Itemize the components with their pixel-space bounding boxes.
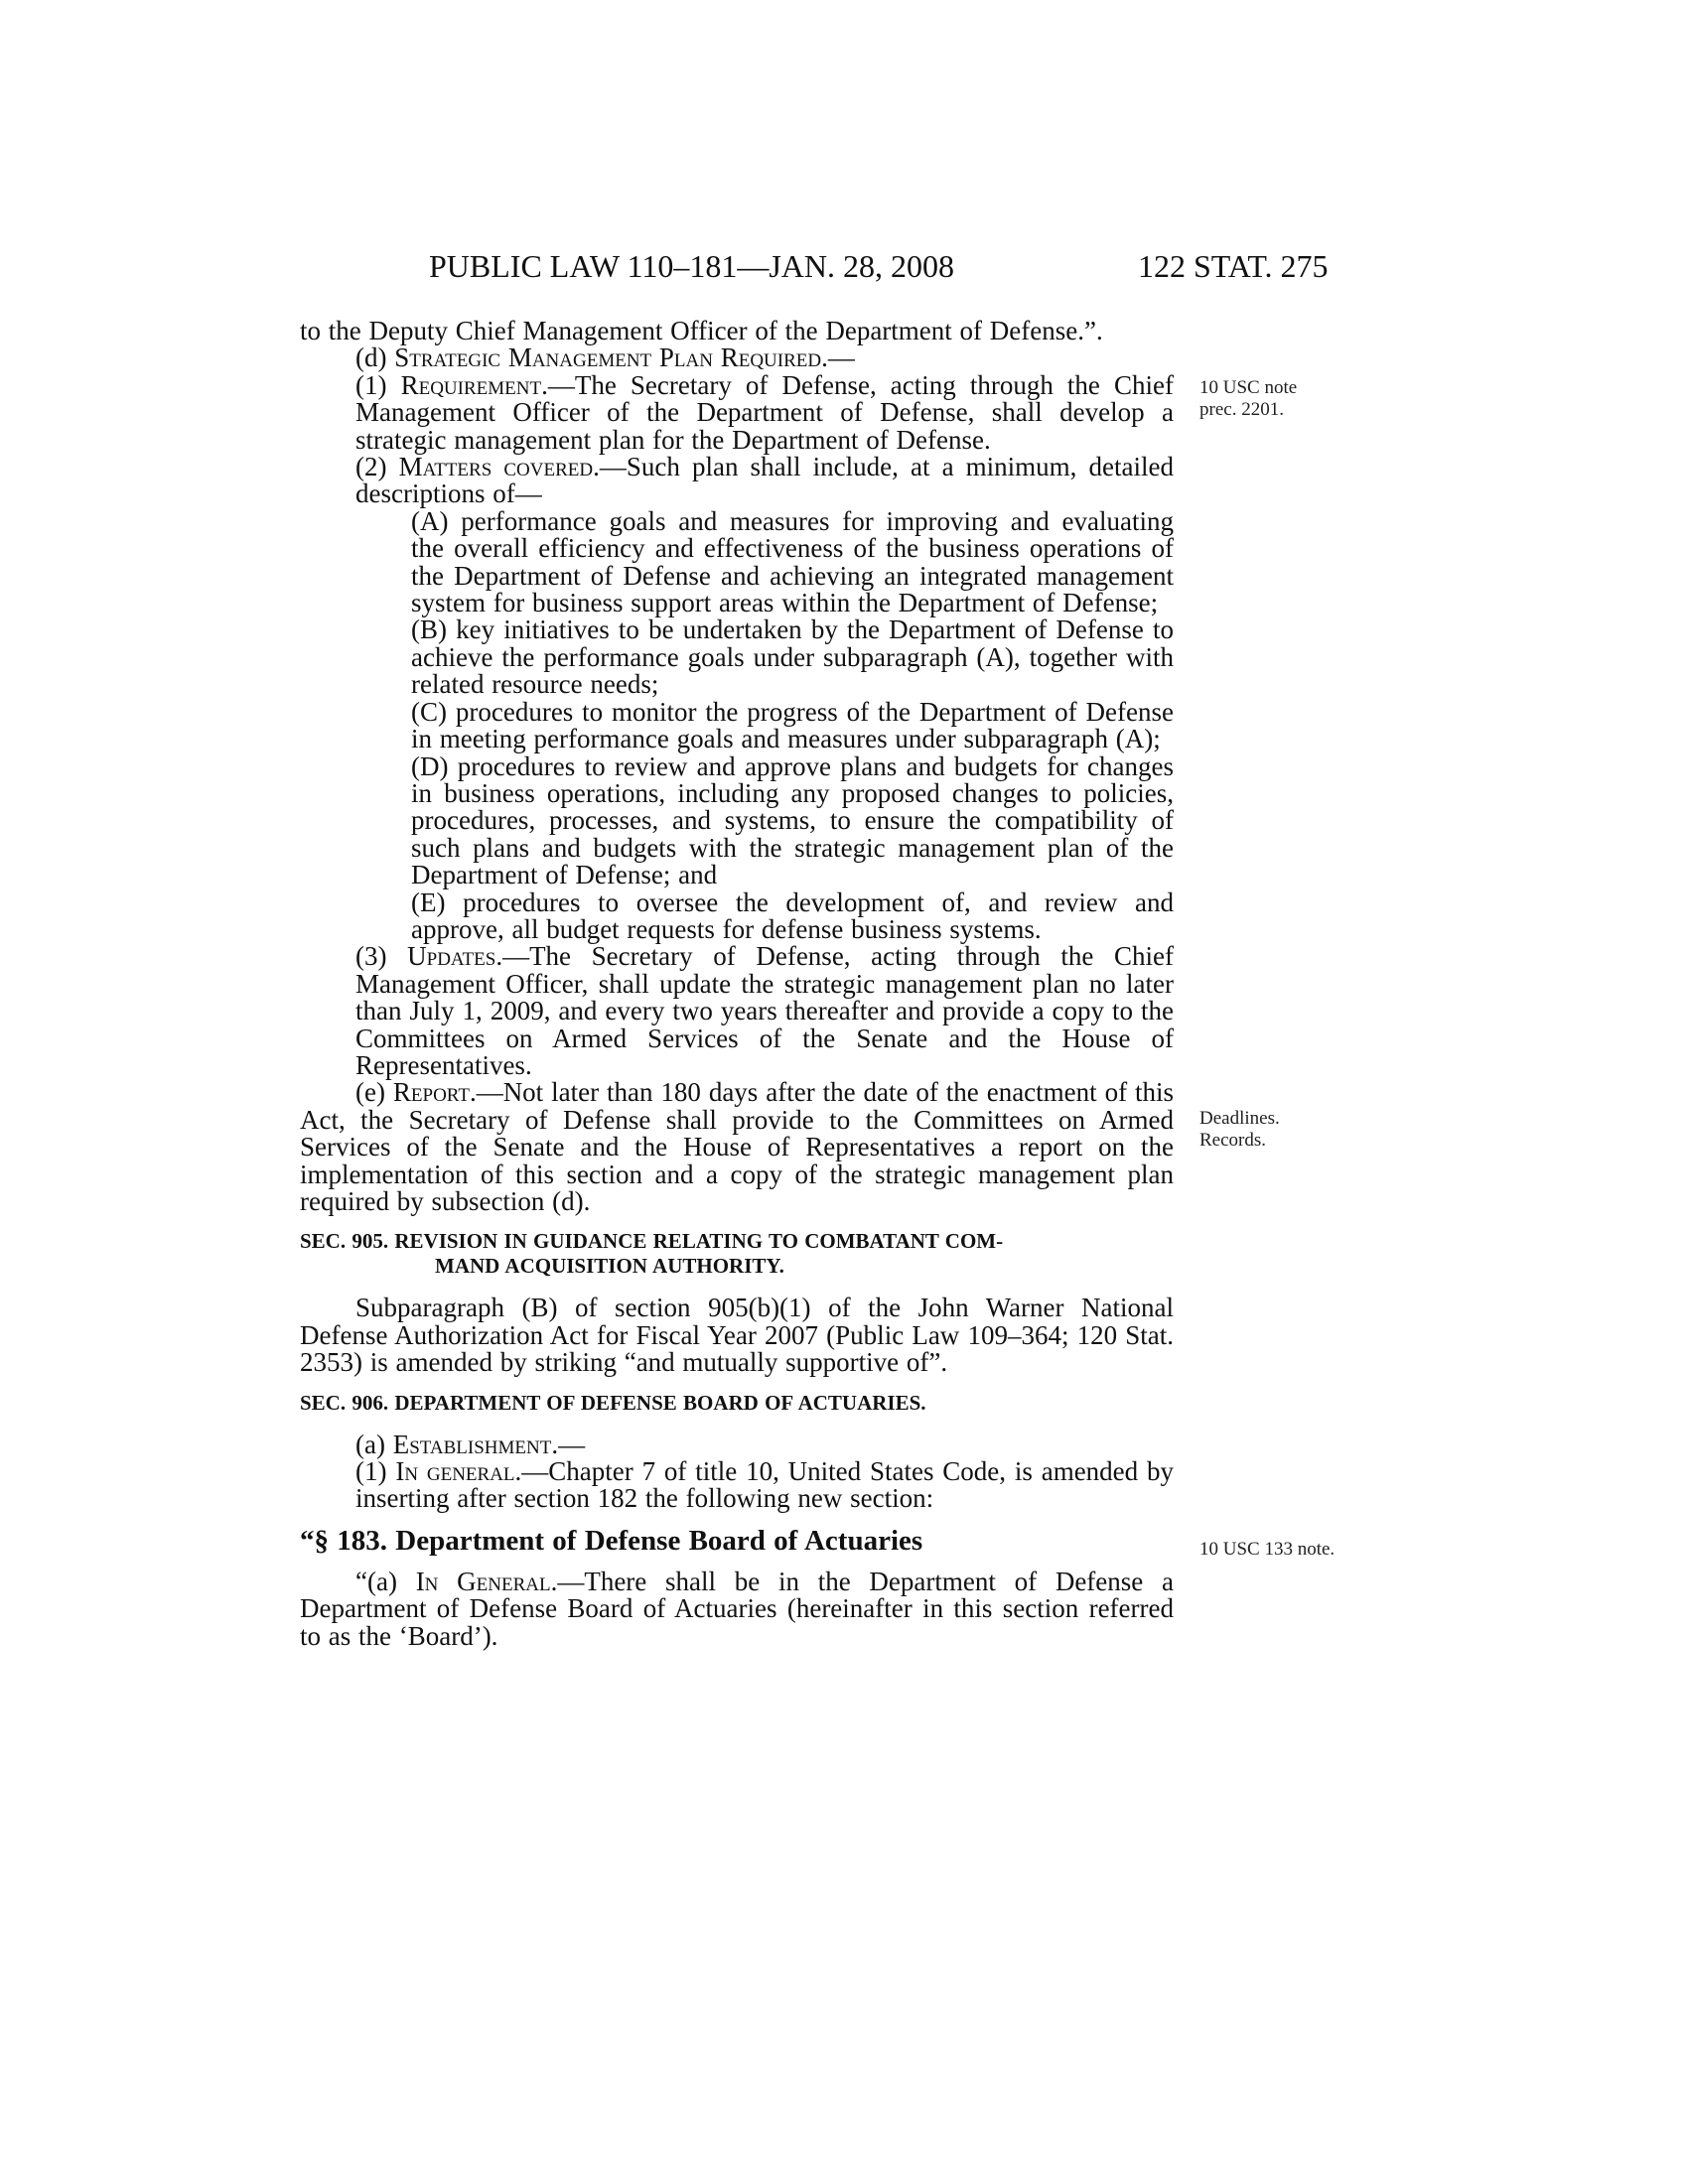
paragraph-text: .—Not later than 180 days after the date of the enactment of this Act, the Secretary of Defense shall provide to the Committees on Armed Services of the Senate and the House of Representatives a report on the implementation of this section and a copy of the strategic management plan required by subsection (d). xyxy=(300,1077,1174,1216)
heading-dash: .— xyxy=(821,342,855,373)
paragraph-heading: In general xyxy=(395,1456,515,1487)
section-906-subsection-a xyxy=(300,1429,1174,1459)
item-c: (C) procedures to monitor the progress of the Department of Defense in meeting performance goals and measures under subparagraph (A); xyxy=(411,696,1174,754)
paragraph-label: (1) xyxy=(355,1456,396,1487)
section-906-paragraph-1 xyxy=(300,1458,1174,1513)
margin-note-usc-2201 xyxy=(1199,377,1297,421)
section-905-text: Subparagraph (B) of section 905(b)(1) of the John Warner National Defense Authorization Act for Fiscal Year 2007 (Public Law 109–364; 120 Stat. 2353) is amended by striking “and mutually supportive of”. xyxy=(300,1293,1174,1378)
paragraph-heading: Updates xyxy=(407,941,496,972)
margin-note-line: Records. xyxy=(1199,1130,1267,1151)
subsection-e xyxy=(300,1079,1174,1215)
section-183-subsection-a xyxy=(300,1566,1174,1651)
item-e: (E) procedures to oversee the development of, and review and approve, all budget requests for defense business systems. xyxy=(411,887,1174,944)
subsection-label: (d) xyxy=(355,342,395,373)
body-text xyxy=(300,318,1174,1650)
paragraph-text: .—The Secretary of Defense, acting through the Chief Management Officer, shall update the strategic management plan no later than July 1, 2009, and every two years thereafter and provide a copy to the Committees on Armed Services of the Senate and the House of Representatives. xyxy=(355,941,1175,1080)
item-a: (A) performance goals and measures for improving and evaluating the overall efficiency and effectiveness of the business operations of the Department of Defense and achieving an integrated management system for business support areas within the Department of Defense; xyxy=(411,505,1174,618)
margin-note-line: Deadlines. xyxy=(1199,1108,1280,1129)
paragraph-text: .—The Secretary of Defense, acting through the Chief Management Officer of the Department of Defense, shall develop a strategic management plan for the Department of Defense. xyxy=(355,369,1174,455)
paragraph-d1 xyxy=(300,369,1174,455)
section-heading-line: SEC. 905. REVISION IN GUIDANCE RELATING TO COMBATANT COM- xyxy=(300,1229,1004,1254)
paragraph-heading: Matters covered xyxy=(398,452,594,482)
paragraph-heading: Requirement xyxy=(400,369,542,400)
subsection-heading: Strategic Management Plan Required xyxy=(394,342,822,373)
subsection-label: (a) xyxy=(355,1429,393,1459)
running-header-title: PUBLIC LAW 110–181—JAN. 28, 2008 xyxy=(429,248,954,284)
margin-note-line: 10 USC note xyxy=(1199,377,1298,398)
paragraph-text: .—Such plan shall include, at a minimum, detailed descriptions of— xyxy=(355,452,1174,509)
subsection-heading: Report xyxy=(392,1077,470,1108)
item-b: (B) key initiatives to be undertaken by the Department of Defense to achieve the performance goals under subparagraph (A), together with related resource needs; xyxy=(411,614,1174,700)
subsection-label: “(a) xyxy=(355,1566,416,1596)
section-905-heading xyxy=(300,1229,1174,1279)
paragraph-d2 xyxy=(300,454,1174,508)
margin-note-usc-133: 10 USC 133 note. xyxy=(1199,1539,1336,1560)
item-d: (D) procedures to review and approve plans and budgets for changes in business operations, including any proposed changes to policies, procedures, processes, and systems, to ensure the compatibility of such plans and budgets with the strategic management plan of the Department of Defense; and xyxy=(411,751,1174,890)
subsection-heading: Establishment xyxy=(392,1429,552,1459)
paragraph-label: (2) xyxy=(355,452,399,482)
margin-note-line: prec. 2201. xyxy=(1199,399,1284,420)
heading-dash: .— xyxy=(551,1429,586,1459)
paragraph-label: (3) xyxy=(355,941,408,972)
paragraph-text: .—There shall be in the Department of Defense a Department of Defense Board of Actuaries (hereinafter in this section referred to as the ‘Board’). xyxy=(300,1566,1174,1651)
section-heading-line: MAND ACQUISITION AUTHORITY. xyxy=(435,1254,784,1279)
section-906-heading: SEC. 906. DEPARTMENT OF DEFENSE BOARD OF ACTUARIES. xyxy=(300,1390,926,1415)
subsection-label: (e) xyxy=(355,1077,393,1108)
intro-paragraph: to the Deputy Chief Management Officer of the Department of Defense.”. xyxy=(300,316,1103,345)
paragraph-label: (1) xyxy=(355,369,401,400)
paragraph-text: .—Chapter 7 of title 10, United States Code, is amended by inserting after section 182 the following new section: xyxy=(355,1456,1174,1514)
paragraph-d3 xyxy=(300,943,1174,1079)
running-header-page-number: 122 STAT. 275 xyxy=(1138,248,1329,284)
section-183-heading: “§ 183. Department of Defense Board of Actuaries xyxy=(300,1524,923,1557)
margin-note-deadlines xyxy=(1199,1108,1280,1152)
subsection-d-heading xyxy=(300,344,1174,371)
subsection-heading: In General xyxy=(415,1566,551,1596)
